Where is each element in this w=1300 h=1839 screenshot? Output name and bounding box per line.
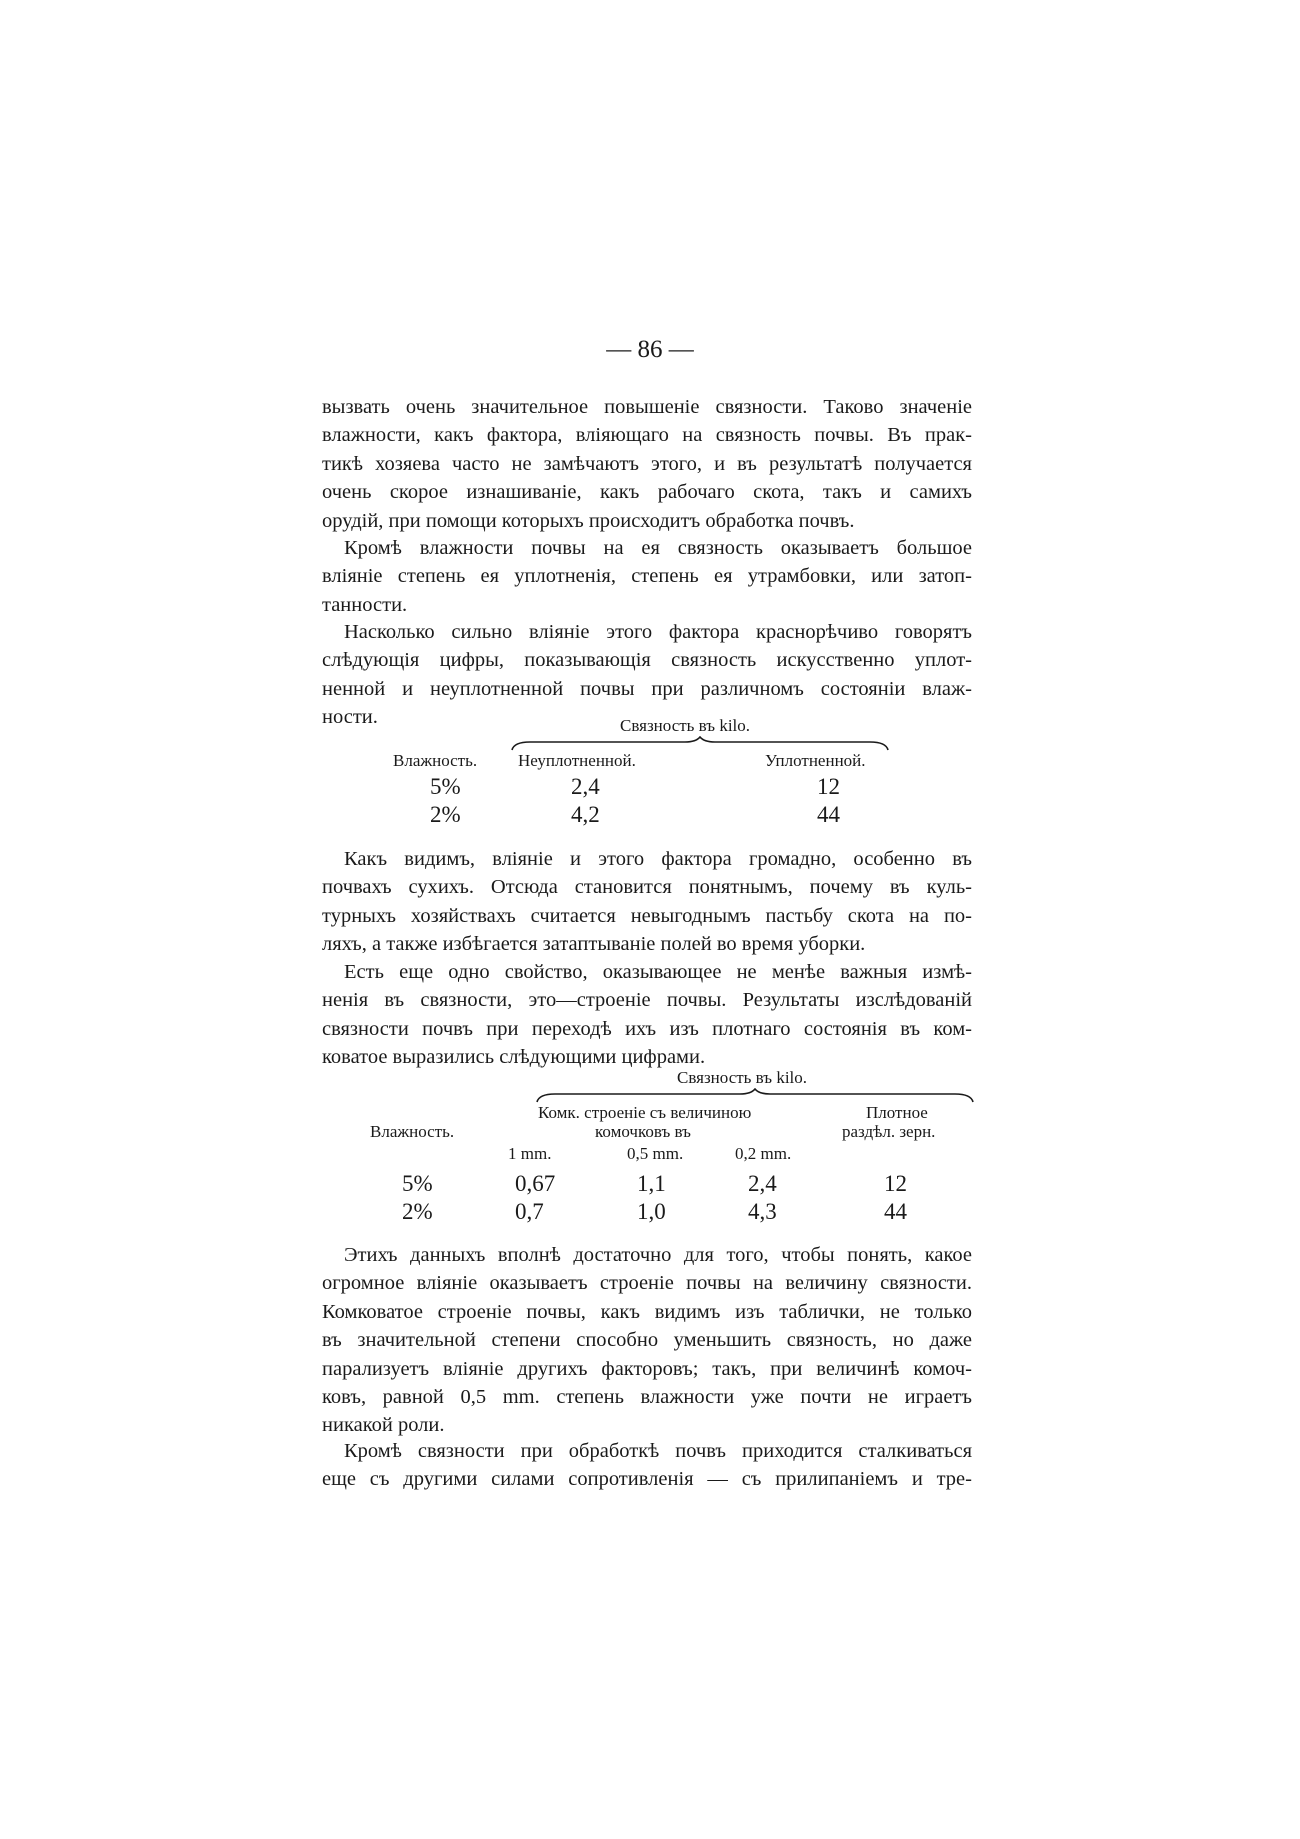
- text-line: Кромѣ влажности почвы на ея связность оказываетъ большое: [344, 537, 972, 559]
- table-2-cell-1mm: 0,67: [515, 1171, 556, 1196]
- text-line: ненной и неуплотненной почвы при различномъ состояніи влаж-: [322, 677, 972, 700]
- text-line: ненія въ связности, это—строеніе почвы. Результаты изслѣдованій: [322, 989, 972, 1012]
- table-1-cell-packed: 12: [817, 774, 840, 799]
- text-line: Комковатое строеніе почвы, какъ видимъ изъ таблички, не только: [322, 1300, 972, 1323]
- table-2-size-02mm: 0,2 mm.: [735, 1144, 792, 1163]
- paragraph-7: [322, 1437, 972, 1494]
- table-1-brace: [510, 736, 890, 752]
- text-line: ности.: [322, 706, 378, 729]
- table-2-cell-02mm: 2,4: [748, 1171, 777, 1196]
- table-1-col-packed: Уплотненной.: [765, 751, 866, 770]
- text-line: огромное вліяніе оказываетъ строеніе почвы на величину связности.: [322, 1272, 972, 1295]
- table-2-cell-moisture: 5%: [402, 1171, 433, 1196]
- text-line: Какъ видимъ, вліяніе и этого фактора громадно, особенно въ: [344, 848, 972, 870]
- paragraph-2: [322, 534, 972, 619]
- table-2-lumpy-header-1: Комк. строеніе съ величиною: [538, 1103, 752, 1122]
- table-2-cell-05mm: 1,0: [637, 1199, 666, 1224]
- text-line: еще съ другими силами сопротивленія — съ прилипаніемъ и тре-: [322, 1468, 972, 1491]
- table-2-cell-1mm: 0,7: [515, 1199, 544, 1224]
- paragraph-3: [322, 618, 972, 732]
- table-2-group-header: Связность въ kilo.: [677, 1068, 808, 1087]
- text-line: связности почвъ при переходѣ ихъ изъ плотнаго состоянія въ ком-: [322, 1017, 972, 1040]
- text-line: почвахъ сухихъ. Отсюда становится понятнымъ, почему въ куль-: [322, 876, 972, 899]
- table-2-size-05mm: 0,5 mm.: [627, 1144, 684, 1163]
- table-1-cell-moisture: 2%: [430, 802, 461, 827]
- text-line: Есть еще одно свойство, оказывающее не менѣе важныя измѣ-: [344, 961, 972, 983]
- paragraph-1: [322, 393, 972, 535]
- table-1-col-loose: Неуплотненной.: [518, 751, 636, 770]
- table-2-col-moisture: Влажность.: [370, 1122, 455, 1141]
- table-2-cell-dense: 12: [884, 1171, 907, 1196]
- text-line: вліяніе степень ея уплотненія, степень ея утрамбовки, или затоп-: [322, 565, 972, 588]
- table-2-cell-05mm: 1,1: [637, 1171, 666, 1196]
- table-1-cell-loose: 2,4: [571, 774, 600, 799]
- table-1-group-header: Связность въ kilo.: [620, 716, 751, 735]
- text-line: влажности, какъ фактора, вліяющаго на связность почвы. Въ прак-: [322, 424, 972, 447]
- paragraph-6: [322, 1241, 972, 1440]
- table-2-dense-header-2: раздѣл. зерн.: [842, 1122, 936, 1141]
- text-line: танности.: [322, 593, 408, 616]
- text-line: коватое выразились слѣдующими цифрами.: [322, 1046, 706, 1069]
- table-1-col-moisture: Влажность.: [393, 751, 478, 770]
- text-line: въ значительной степени способно уменьшить связность, но даже: [322, 1329, 972, 1352]
- text-line: парализуетъ вліяніе другихъ факторовъ; такъ, при величинѣ комоч-: [322, 1357, 972, 1380]
- paragraph-4: [322, 845, 972, 959]
- text-line: вызвать очень значительное повышеніе связности. Таково значеніе: [322, 396, 972, 418]
- text-line: очень скорое изнашиваніе, какъ рабочаго скота, такъ и самихъ: [322, 481, 972, 504]
- table-2-dense-header-1: Плотное: [866, 1103, 928, 1122]
- text-line: Кромѣ связности при обработкѣ почвъ приходится сталкиваться: [344, 1440, 972, 1462]
- text-line: слѣдующія цифры, показывающія связность искусственно уплот-: [322, 649, 972, 672]
- table-1-cell-packed: 44: [817, 802, 840, 827]
- text-line: Этихъ данныхъ вполнѣ достаточно для того, чтобы понять, какое: [344, 1244, 972, 1266]
- page-number: — 86 —: [606, 336, 694, 363]
- table-2-cell-02mm: 4,3: [748, 1199, 777, 1224]
- paragraph-5: [322, 958, 972, 1072]
- table-2-brace: [535, 1088, 975, 1104]
- table-2-size-1mm: 1 mm.: [508, 1144, 552, 1163]
- text-line: Насколько сильно вліяніе этого фактора краснорѣчиво говорятъ: [344, 621, 972, 643]
- text-line: никакой роли.: [322, 1414, 445, 1437]
- table-2-cell-moisture: 2%: [402, 1199, 433, 1224]
- table-2-cell-dense: 44: [884, 1199, 907, 1224]
- table-1-cell-moisture: 5%: [430, 774, 461, 799]
- text-line: ляхъ, а также избѣгается затаптываніе полей во время уборки.: [322, 933, 866, 956]
- text-line: турныхъ хозяйствахъ считается невыгоднымъ пастьбу скота на по-: [322, 904, 972, 927]
- text-line: орудій, при помощи которыхъ происходитъ обработка почвъ.: [322, 509, 855, 532]
- table-1-cell-loose: 4,2: [571, 802, 600, 827]
- table-2-lumpy-header-2: комочковъ въ: [595, 1122, 691, 1141]
- text-line: тикѣ хозяева часто не замѣчаютъ этого, и въ результатѣ получается: [322, 452, 972, 475]
- text-line: ковъ, равной 0,5 mm. степень влажности уже почти не играетъ: [322, 1385, 972, 1408]
